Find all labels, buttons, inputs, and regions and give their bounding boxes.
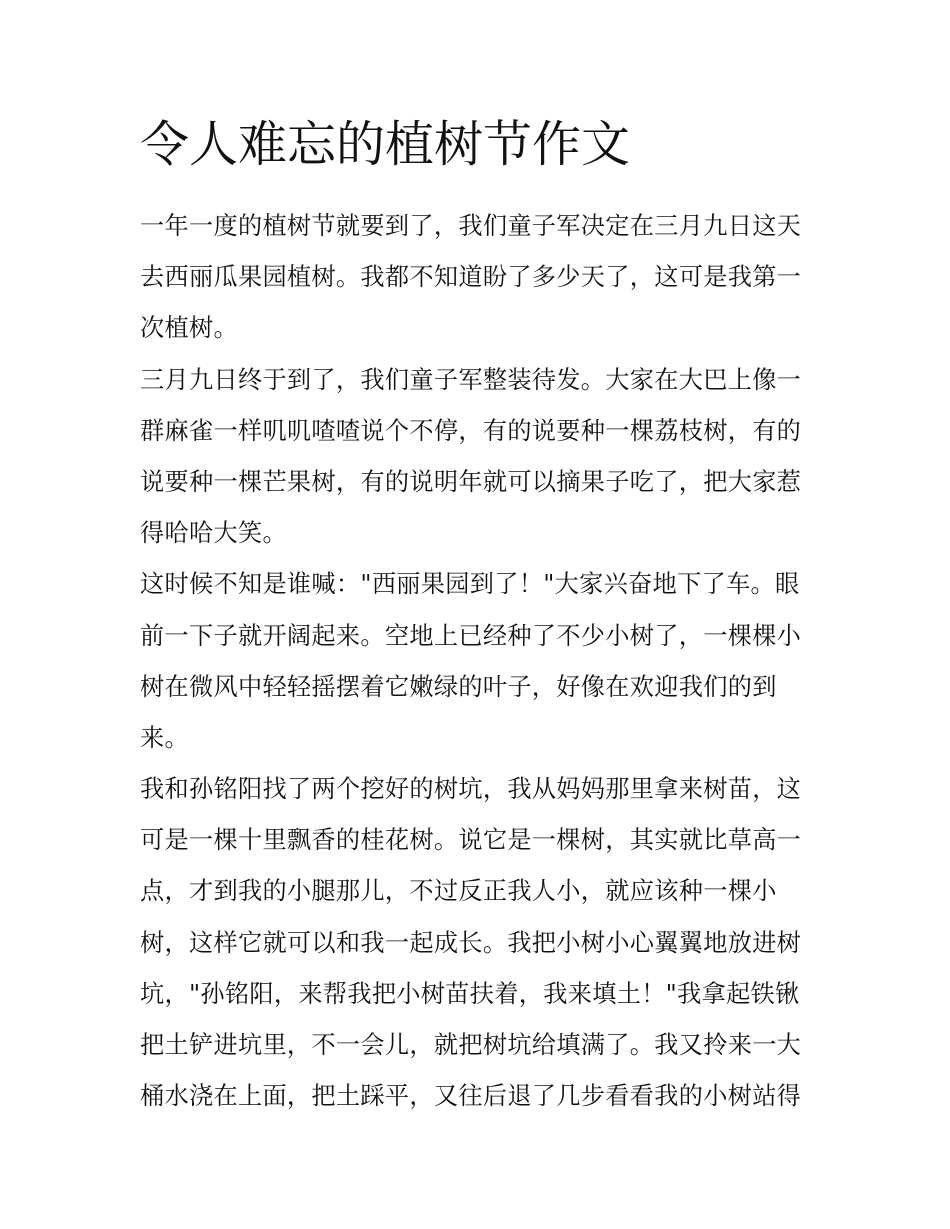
text-line: 得哈哈大笑。 xyxy=(140,519,287,548)
text-line: 一年一度的植树节就要到了，我们童子军决定在三月九日这天 xyxy=(140,212,802,240)
text-line: 桶水浇在上面，把土踩平，又往后退了几步看看我的小树站得 xyxy=(140,1082,802,1111)
text-line: 可是一棵十里飘香的桂花树。说它是一棵树，其实就比草高一 xyxy=(140,826,802,855)
text-line: 这时候不知是谁喊："西丽果园到了！"大家兴奋地下了车。眼 xyxy=(140,570,800,599)
text-line: 把土铲进坑里，不一会儿，就把树坑给填满了。我又拎来一大 xyxy=(140,1031,802,1059)
text-line: 去西丽瓜果园植树。我都不知道盼了多少天了，这可是我第一 xyxy=(140,263,802,292)
paragraph-2 xyxy=(140,355,816,560)
document-body xyxy=(140,201,816,1122)
text-line: 说要种一棵芒果树，有的说明年就可以摘果子吃了，把大家惹 xyxy=(140,467,802,496)
paragraph-3 xyxy=(140,559,816,764)
text-line: 树在微风中轻轻摇摆着它嫩绿的叶子，好像在欢迎我们的到 xyxy=(140,672,777,701)
text-line: 点，才到我的小腿那儿，不过反正我人小，就应该种一棵小 xyxy=(140,877,777,906)
text-line: 前一下子就开阔起来。空地上已经种了不少小树了，一棵棵小 xyxy=(140,621,802,650)
paragraph-4 xyxy=(140,764,816,1122)
text-line: 次植树。 xyxy=(140,314,238,343)
paragraph-1 xyxy=(140,201,816,355)
document-title: 令人难忘的植树节作文 xyxy=(140,116,631,173)
text-line: 我和孙铭阳找了两个挖好的树坑，我从妈妈那里拿来树苗，这 xyxy=(140,775,802,804)
text-line: 来。 xyxy=(140,723,189,752)
text-line: 群麻雀一样叽叽喳喳说个不停，有的说要种一棵荔枝树，有的 xyxy=(140,416,802,445)
text-line: 坑，"孙铭阳，来帮我把小树苗扶着，我来填土！"我拿起铁锹 xyxy=(140,979,800,1008)
text-line: 三月九日终于到了，我们童子军整装待发。大家在大巴上像一 xyxy=(140,365,802,394)
document-page xyxy=(140,112,816,1122)
text-line: 树，这样它就可以和我一起成长。我把小树小心翼翼地放进树 xyxy=(140,928,802,957)
